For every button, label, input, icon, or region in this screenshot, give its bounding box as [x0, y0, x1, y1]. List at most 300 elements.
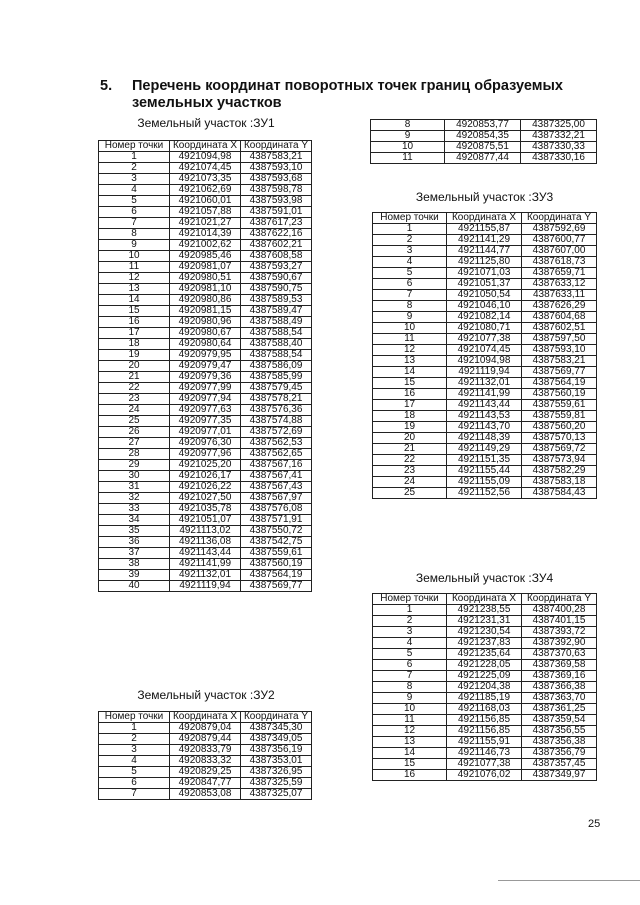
point-number-cell: 12 — [99, 273, 170, 284]
coord-y-cell: 4387356,55 — [522, 726, 597, 737]
coord-x-cell: 4921021,27 — [170, 218, 241, 229]
zu2-table — [98, 711, 312, 800]
coord-x-cell: 4921143,53 — [447, 411, 522, 422]
coord-x-cell: 4920977,99 — [170, 383, 241, 394]
coord-y-cell: 4387602,51 — [522, 323, 597, 334]
coord-y-cell: 4387562,65 — [241, 449, 312, 460]
coord-x-cell: 4921077,38 — [447, 334, 522, 345]
coord-y-cell: 4387567,41 — [241, 471, 312, 482]
table-row — [373, 235, 597, 246]
coord-x-cell: 4921026,17 — [170, 471, 241, 482]
coord-y-cell: 4387593,68 — [241, 174, 312, 185]
table-row — [99, 778, 312, 789]
point-number-cell: 16 — [373, 389, 447, 400]
coord-x-cell: 4921155,44 — [447, 466, 522, 477]
coord-x-cell: 4921141,29 — [447, 235, 522, 246]
coord-y-cell: 4387583,21 — [522, 356, 597, 367]
coord-y-cell: 4387602,21 — [241, 240, 312, 251]
point-number-cell: 7 — [99, 218, 170, 229]
table-row — [373, 488, 597, 499]
table-row — [99, 372, 312, 383]
point-number-cell: 6 — [373, 660, 447, 671]
coord-x-cell: 4921156,85 — [447, 726, 522, 737]
coord-x-cell: 4921225,09 — [447, 671, 522, 682]
point-number-cell: 9 — [99, 240, 170, 251]
coord-y-cell: 4387585,99 — [241, 372, 312, 383]
coord-y-cell: 4387332,21 — [521, 131, 597, 142]
table-row — [99, 295, 312, 306]
column-header: Координата X — [170, 712, 241, 723]
footer-divider — [498, 880, 640, 881]
coord-x-cell: 4921113,02 — [170, 526, 241, 537]
point-number-cell: 10 — [371, 142, 445, 153]
point-number-cell: 3 — [99, 174, 170, 185]
column-header: Координата Y — [241, 141, 312, 152]
point-number-cell: 40 — [99, 581, 170, 592]
point-number-cell: 2 — [373, 235, 447, 246]
coord-x-cell: 4921238,55 — [447, 605, 522, 616]
coord-y-cell: 4387363,70 — [522, 693, 597, 704]
table-row — [373, 334, 597, 345]
zu4-table — [372, 593, 597, 781]
coord-y-cell: 4387325,59 — [241, 778, 312, 789]
coord-y-cell: 4387592,69 — [522, 224, 597, 235]
coord-y-cell: 4387593,98 — [241, 196, 312, 207]
point-number-cell: 19 — [373, 422, 447, 433]
coord-x-cell: 4921231,31 — [447, 616, 522, 627]
coord-x-cell: 4921146,73 — [447, 748, 522, 759]
coord-y-cell: 4387590,67 — [241, 273, 312, 284]
point-number-cell: 34 — [99, 515, 170, 526]
coord-y-cell: 4387588,49 — [241, 317, 312, 328]
point-number-cell: 17 — [373, 400, 447, 411]
coord-x-cell: 4921125,80 — [447, 257, 522, 268]
table-row — [373, 660, 597, 671]
table-row — [99, 438, 312, 449]
coord-x-cell: 4921074,45 — [170, 163, 241, 174]
coord-x-cell: 4920981,15 — [170, 306, 241, 317]
table-row — [371, 131, 597, 142]
coord-x-cell: 4921076,02 — [447, 770, 522, 781]
coord-x-cell: 4920980,51 — [170, 273, 241, 284]
point-number-cell: 36 — [99, 537, 170, 548]
coord-y-cell: 4387567,97 — [241, 493, 312, 504]
table-row — [99, 581, 312, 592]
table-row — [373, 400, 597, 411]
coord-x-cell: 4920979,95 — [170, 350, 241, 361]
table-row — [373, 378, 597, 389]
table-header-row — [373, 594, 597, 605]
point-number-cell: 20 — [373, 433, 447, 444]
table-row — [373, 312, 597, 323]
point-number-cell: 9 — [373, 693, 447, 704]
point-number-cell: 5 — [99, 196, 170, 207]
coord-x-cell: 4920985,46 — [170, 251, 241, 262]
coord-x-cell: 4920977,94 — [170, 394, 241, 405]
point-number-cell: 22 — [99, 383, 170, 394]
coord-y-cell: 4387617,23 — [241, 218, 312, 229]
zu4-caption: Земельный участок :ЗУ4 — [415, 571, 554, 585]
point-number-cell: 25 — [99, 416, 170, 427]
point-number-cell: 1 — [373, 605, 447, 616]
point-number-cell: 17 — [99, 328, 170, 339]
point-number-cell: 20 — [99, 361, 170, 372]
point-number-cell: 24 — [373, 477, 447, 488]
coord-x-cell: 4921148,39 — [447, 433, 522, 444]
table-row — [373, 616, 597, 627]
coord-y-cell: 4387567,43 — [241, 482, 312, 493]
point-number-cell: 39 — [99, 570, 170, 581]
zu3-table — [372, 212, 597, 499]
coord-y-cell: 4387369,58 — [522, 660, 597, 671]
table-row — [373, 627, 597, 638]
coord-y-cell: 4387330,33 — [521, 142, 597, 153]
point-number-cell: 3 — [373, 627, 447, 638]
coord-y-cell: 4387588,40 — [241, 339, 312, 350]
coord-y-cell: 4387589,53 — [241, 295, 312, 306]
zu2-caption: Земельный участок :ЗУ2 — [137, 688, 275, 702]
coord-y-cell: 4387356,19 — [241, 745, 312, 756]
column-header: Номер точки — [99, 712, 170, 723]
point-number-cell: 13 — [373, 737, 447, 748]
table-row — [99, 229, 312, 240]
table-row — [99, 460, 312, 471]
point-number-cell: 6 — [373, 279, 447, 290]
table-row — [99, 559, 312, 570]
coord-x-cell: 4920877,44 — [445, 153, 521, 164]
point-number-cell: 16 — [373, 770, 447, 781]
coord-y-cell: 4387659,71 — [522, 268, 597, 279]
coord-x-cell: 4921155,91 — [447, 737, 522, 748]
table-row — [373, 367, 597, 378]
point-number-cell: 8 — [373, 301, 447, 312]
coord-y-cell: 4387608,58 — [241, 251, 312, 262]
point-number-cell: 8 — [373, 682, 447, 693]
coord-x-cell: 4921073,35 — [170, 174, 241, 185]
column-header: Координата X — [447, 213, 522, 224]
table-header-row — [99, 141, 312, 152]
coord-y-cell: 4387586,09 — [241, 361, 312, 372]
section-heading — [100, 78, 600, 112]
point-number-cell: 18 — [373, 411, 447, 422]
table-row — [99, 273, 312, 284]
table-row — [373, 759, 597, 770]
coord-y-cell: 4387359,54 — [522, 715, 597, 726]
table-row — [371, 120, 597, 131]
table-row — [99, 163, 312, 174]
coord-y-cell: 4387369,16 — [522, 671, 597, 682]
coord-y-cell: 4387607,00 — [522, 246, 597, 257]
column-header: Номер точки — [373, 594, 447, 605]
table-row — [373, 748, 597, 759]
coord-x-cell: 4920979,36 — [170, 372, 241, 383]
table-row — [373, 704, 597, 715]
coord-x-cell: 4921051,07 — [170, 515, 241, 526]
coord-x-cell: 4921152,56 — [447, 488, 522, 499]
coord-y-cell: 4387576,08 — [241, 504, 312, 515]
coord-y-cell: 4387593,10 — [522, 345, 597, 356]
coord-x-cell: 4921060,01 — [170, 196, 241, 207]
table-row — [373, 224, 597, 235]
section-title-line2: земельных участков — [132, 95, 282, 111]
table-row — [99, 394, 312, 405]
point-number-cell: 5 — [373, 268, 447, 279]
coord-y-cell: 4387590,75 — [241, 284, 312, 295]
point-number-cell: 21 — [99, 372, 170, 383]
table-row — [99, 515, 312, 526]
coord-x-cell: 4921149,29 — [447, 444, 522, 455]
point-number-cell: 10 — [373, 704, 447, 715]
coord-y-cell: 4387401,15 — [522, 616, 597, 627]
coord-y-cell: 4387600,77 — [522, 235, 597, 246]
coord-x-cell: 4921132,01 — [447, 378, 522, 389]
coord-y-cell: 4387593,10 — [241, 163, 312, 174]
coord-x-cell: 4921237,83 — [447, 638, 522, 649]
coord-y-cell: 4387560,19 — [241, 559, 312, 570]
coord-y-cell: 4387572,69 — [241, 427, 312, 438]
point-number-cell: 11 — [371, 153, 445, 164]
point-number-cell: 13 — [373, 356, 447, 367]
table-row — [373, 770, 597, 781]
point-number-cell: 6 — [99, 207, 170, 218]
zu1-caption: Земельный участок :ЗУ1 — [137, 116, 275, 130]
column-header: Координата X — [447, 594, 522, 605]
table-row — [99, 449, 312, 460]
point-number-cell: 33 — [99, 504, 170, 515]
coord-x-cell: 4921119,94 — [447, 367, 522, 378]
coord-x-cell: 4920833,32 — [170, 756, 241, 767]
coord-x-cell: 4921168,03 — [447, 704, 522, 715]
table-row — [99, 207, 312, 218]
point-number-cell: 31 — [99, 482, 170, 493]
table-row — [373, 682, 597, 693]
coord-y-cell: 4387583,18 — [522, 477, 597, 488]
coord-x-cell: 4920979,47 — [170, 361, 241, 372]
coord-y-cell: 4387584,43 — [522, 488, 597, 499]
table-row — [371, 142, 597, 153]
coord-y-cell: 4387579,45 — [241, 383, 312, 394]
coord-y-cell: 4387571,91 — [241, 515, 312, 526]
coord-x-cell: 4920847,77 — [170, 778, 241, 789]
coord-x-cell: 4920879,04 — [170, 723, 241, 734]
column-header: Номер точки — [99, 141, 170, 152]
coord-y-cell: 4387353,01 — [241, 756, 312, 767]
coord-y-cell: 4387366,38 — [522, 682, 597, 693]
table-row — [373, 257, 597, 268]
point-number-cell: 3 — [99, 745, 170, 756]
coord-x-cell: 4921051,37 — [447, 279, 522, 290]
table-row — [373, 737, 597, 748]
coord-x-cell: 4921057,88 — [170, 207, 241, 218]
coord-y-cell: 4387326,95 — [241, 767, 312, 778]
coord-y-cell: 4387588,54 — [241, 328, 312, 339]
table-row — [371, 153, 597, 164]
table-row — [99, 306, 312, 317]
point-number-cell: 25 — [373, 488, 447, 499]
coord-y-cell: 4387356,38 — [522, 737, 597, 748]
table-row — [373, 268, 597, 279]
point-number-cell: 8 — [371, 120, 445, 131]
point-number-cell: 23 — [99, 394, 170, 405]
coord-x-cell: 4921143,44 — [170, 548, 241, 559]
table-row — [99, 251, 312, 262]
column-header: Координата Y — [522, 213, 597, 224]
table-row — [373, 411, 597, 422]
coord-x-cell: 4921230,54 — [447, 627, 522, 638]
coord-x-cell: 4920977,35 — [170, 416, 241, 427]
table-row — [99, 537, 312, 548]
coord-y-cell: 4387633,12 — [522, 279, 597, 290]
table-row — [373, 290, 597, 301]
point-number-cell: 7 — [99, 789, 170, 800]
point-number-cell: 1 — [99, 152, 170, 163]
coord-y-cell: 4387370,63 — [522, 649, 597, 660]
point-number-cell: 7 — [373, 671, 447, 682]
table-row — [99, 383, 312, 394]
point-number-cell: 10 — [373, 323, 447, 334]
table-row — [99, 339, 312, 350]
coord-x-cell: 4921155,09 — [447, 477, 522, 488]
point-number-cell: 8 — [99, 229, 170, 240]
coord-y-cell: 4387633,11 — [522, 290, 597, 301]
table-header-row — [373, 213, 597, 224]
zu2-table-continued — [370, 119, 597, 164]
table-row — [373, 323, 597, 334]
point-number-cell: 12 — [373, 345, 447, 356]
table-row — [99, 548, 312, 559]
point-number-cell: 5 — [373, 649, 447, 660]
table-row — [99, 405, 312, 416]
coord-y-cell: 4387325,00 — [521, 120, 597, 131]
coord-y-cell: 4387564,19 — [241, 570, 312, 581]
coord-x-cell: 4920853,08 — [170, 789, 241, 800]
zu3-caption: Земельный участок :ЗУ3 — [415, 190, 554, 204]
coord-y-cell: 4387400,28 — [522, 605, 597, 616]
coord-y-cell: 4387361,25 — [522, 704, 597, 715]
point-number-cell: 35 — [99, 526, 170, 537]
coord-y-cell: 4387626,29 — [522, 301, 597, 312]
coord-y-cell: 4387564,19 — [522, 378, 597, 389]
coord-y-cell: 4387562,53 — [241, 438, 312, 449]
coord-x-cell: 4920977,63 — [170, 405, 241, 416]
coord-x-cell: 4921141,99 — [170, 559, 241, 570]
point-number-cell: 7 — [373, 290, 447, 301]
coord-y-cell: 4387578,21 — [241, 394, 312, 405]
point-number-cell: 5 — [99, 767, 170, 778]
point-number-cell: 15 — [373, 378, 447, 389]
coord-x-cell: 4921119,94 — [170, 581, 241, 592]
coord-x-cell: 4920853,77 — [445, 120, 521, 131]
point-number-cell: 14 — [99, 295, 170, 306]
point-number-cell: 2 — [99, 734, 170, 745]
point-number-cell: 10 — [99, 251, 170, 262]
coord-y-cell: 4387618,73 — [522, 257, 597, 268]
table-row — [99, 570, 312, 581]
point-number-cell: 1 — [99, 723, 170, 734]
coord-y-cell: 4387570,13 — [522, 433, 597, 444]
table-row — [373, 433, 597, 444]
table-row — [373, 726, 597, 737]
point-number-cell: 19 — [99, 350, 170, 361]
coord-x-cell: 4921094,98 — [447, 356, 522, 367]
point-number-cell: 15 — [99, 306, 170, 317]
table-row — [99, 767, 312, 778]
coord-y-cell: 4387356,79 — [522, 748, 597, 759]
table-row — [99, 328, 312, 339]
table-row — [99, 734, 312, 745]
point-number-cell: 21 — [373, 444, 447, 455]
coord-x-cell: 4921235,64 — [447, 649, 522, 660]
table-row — [373, 279, 597, 290]
table-row — [99, 745, 312, 756]
table-row — [373, 477, 597, 488]
point-number-cell: 4 — [99, 185, 170, 196]
table-header-row — [99, 712, 312, 723]
table-row — [373, 422, 597, 433]
coord-y-cell: 4387357,45 — [522, 759, 597, 770]
coord-y-cell: 4387559,81 — [522, 411, 597, 422]
table-row — [373, 345, 597, 356]
coord-x-cell: 4921027,50 — [170, 493, 241, 504]
table-row — [373, 671, 597, 682]
coord-y-cell: 4387345,30 — [241, 723, 312, 734]
point-number-cell: 15 — [373, 759, 447, 770]
coord-x-cell: 4920981,07 — [170, 262, 241, 273]
coord-x-cell: 4921050,54 — [447, 290, 522, 301]
table-row — [99, 723, 312, 734]
point-number-cell: 26 — [99, 427, 170, 438]
point-number-cell: 1 — [373, 224, 447, 235]
coord-x-cell: 4921077,38 — [447, 759, 522, 770]
table-row — [373, 455, 597, 466]
coord-x-cell: 4921025,20 — [170, 460, 241, 471]
table-row — [99, 361, 312, 372]
table-row — [99, 185, 312, 196]
zu1-table — [98, 140, 312, 592]
table-row — [373, 301, 597, 312]
coord-x-cell: 4921144,77 — [447, 246, 522, 257]
point-number-cell: 14 — [373, 748, 447, 759]
point-number-cell: 13 — [99, 284, 170, 295]
point-number-cell: 11 — [373, 715, 447, 726]
table-row — [99, 240, 312, 251]
page-number: 25 — [588, 818, 601, 830]
table-row — [99, 427, 312, 438]
coord-x-cell: 4921035,78 — [170, 504, 241, 515]
coord-y-cell: 4387349,97 — [522, 770, 597, 781]
column-header: Координата X — [170, 141, 241, 152]
table-row — [99, 416, 312, 427]
point-number-cell: 4 — [373, 638, 447, 649]
coord-x-cell: 4920833,79 — [170, 745, 241, 756]
table-row — [373, 389, 597, 400]
point-number-cell: 11 — [373, 334, 447, 345]
table-row — [99, 756, 312, 767]
coord-y-cell: 4387588,54 — [241, 350, 312, 361]
coord-y-cell: 4387393,72 — [522, 627, 597, 638]
table-row — [373, 356, 597, 367]
point-number-cell: 28 — [99, 449, 170, 460]
point-number-cell: 38 — [99, 559, 170, 570]
coord-x-cell: 4920977,01 — [170, 427, 241, 438]
coord-x-cell: 4921026,22 — [170, 482, 241, 493]
coord-y-cell: 4387569,72 — [522, 444, 597, 455]
coord-x-cell: 4921136,08 — [170, 537, 241, 548]
coord-x-cell: 4921082,14 — [447, 312, 522, 323]
coord-x-cell: 4921074,45 — [447, 345, 522, 356]
coord-y-cell: 4387325,07 — [241, 789, 312, 800]
coord-x-cell: 4921071,03 — [447, 268, 522, 279]
